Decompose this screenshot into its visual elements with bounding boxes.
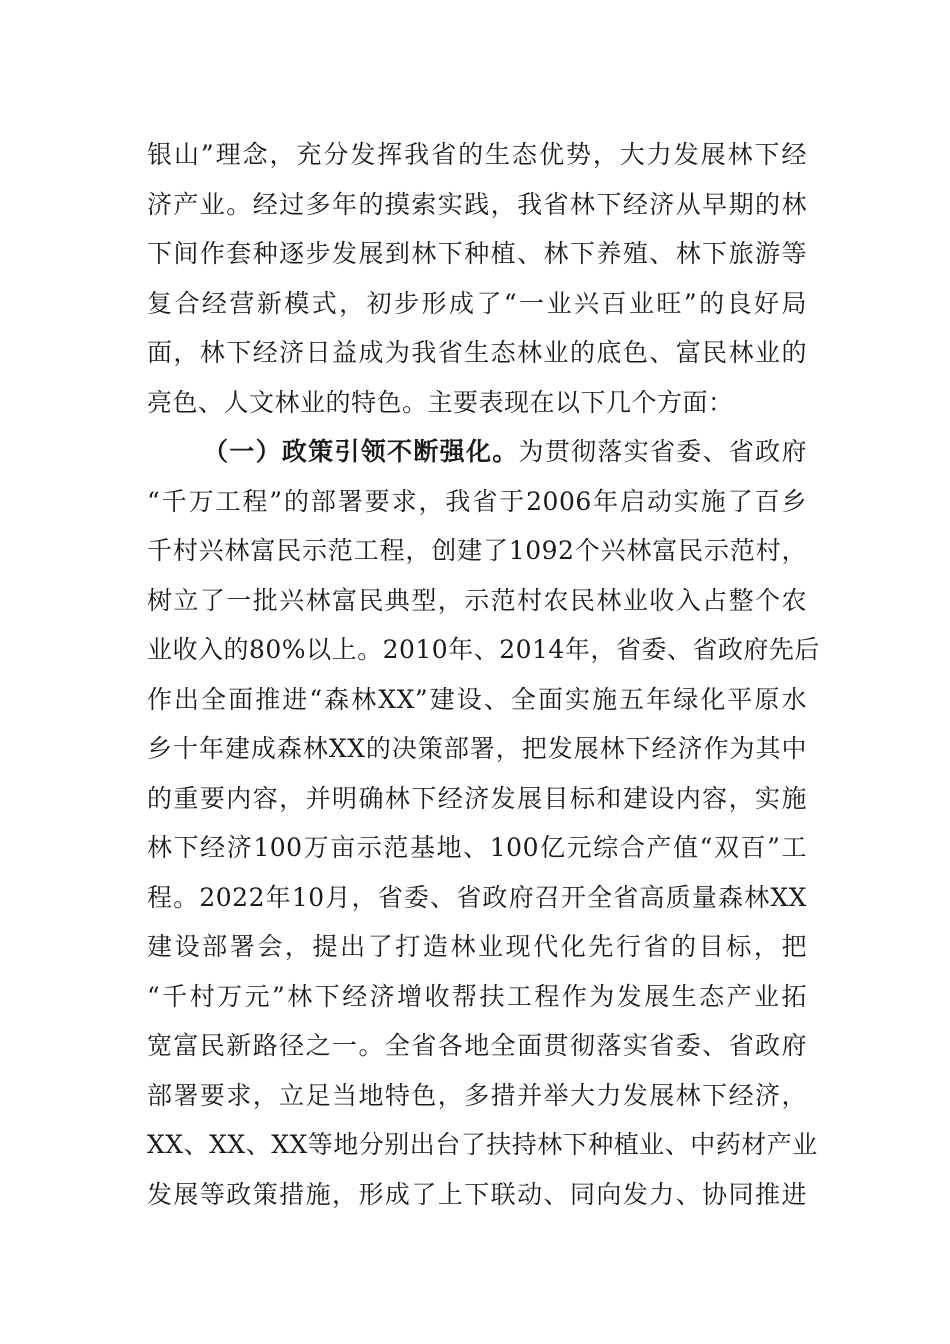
paragraph-line: 的重要内容，并明确林下经济发展目标和建设内容，实施 [147,783,807,813]
paragraph-line: XX、XX、XX等地分别出台了扶持林下种植业、中药材产业 [147,1130,818,1159]
section-heading: （一）政策引领不断强化。 [203,437,519,466]
paragraph-line: 林下经济100万亩示范基地、100亿元综合产值“双百”工 [147,833,807,862]
paragraph-line: 业收入的80%以上。2010年、2014年，省委、省政府先后 [147,635,820,664]
paragraph-line: 宽富民新路径之一。全省各地全面贯彻落实省委、省政府 [147,1031,807,1060]
section-first-line-text: 为贯彻落实省委、省政府 [518,437,807,466]
body-text [147,130,820,1219]
paragraph-line: 部署要求，立足当地特色，多措并举大力发展林下经济， [147,1080,807,1110]
paragraph-line: 乡十年建成森林XX的决策部署，把发展林下经济作为其中 [147,734,807,763]
paragraph-line: 千村兴林富民示范工程，创建了1092个兴林富民示范村， [147,536,807,565]
paragraph-line: 济产业。经过多年的摸索实践，我省林下经济从早期的林 [147,189,807,219]
paragraph-line: 面，林下经济日益成为我省生态林业的底色、富民林业的 [147,338,807,367]
section-first-line [147,427,807,477]
paragraph-line: 亮色、人文林业的特色。主要表现在以下几个方面： [147,387,734,417]
paragraph-line: 树立了一批兴林富民典型，示范村农民林业收入占整个农 [147,585,807,615]
paragraph-line: 作出全面推进“森林XX”建设、全面实施五年绿化平原水 [147,684,807,714]
paragraph-line: 程。2022年10月，省委、省政府召开全省高质量森林XX [147,882,807,912]
paragraph-line: 建设部署会，提出了打造林业现代化先行省的目标，把 [147,932,807,961]
paragraph-line: “千万工程”的部署要求，我省于2006年启动实施了百乡 [147,486,807,516]
paragraph-line: 发展等政策措施，形成了上下联动、同向发力、协同推进 [147,1179,807,1209]
paragraph-line: 下间作套种逐步发展到林下种植、林下养殖、林下旅游等 [147,239,807,268]
paragraph-line: “千村万元”林下经济增收帮扶工程作为发展生态产业拓 [147,981,807,1011]
paragraph-line: 银山”理念，充分发挥我省的生态优势，大力发展林下经 [147,140,807,169]
paragraph-line: 复合经营新模式，初步形成了“一业兴百业旺”的良好局 [147,288,807,318]
